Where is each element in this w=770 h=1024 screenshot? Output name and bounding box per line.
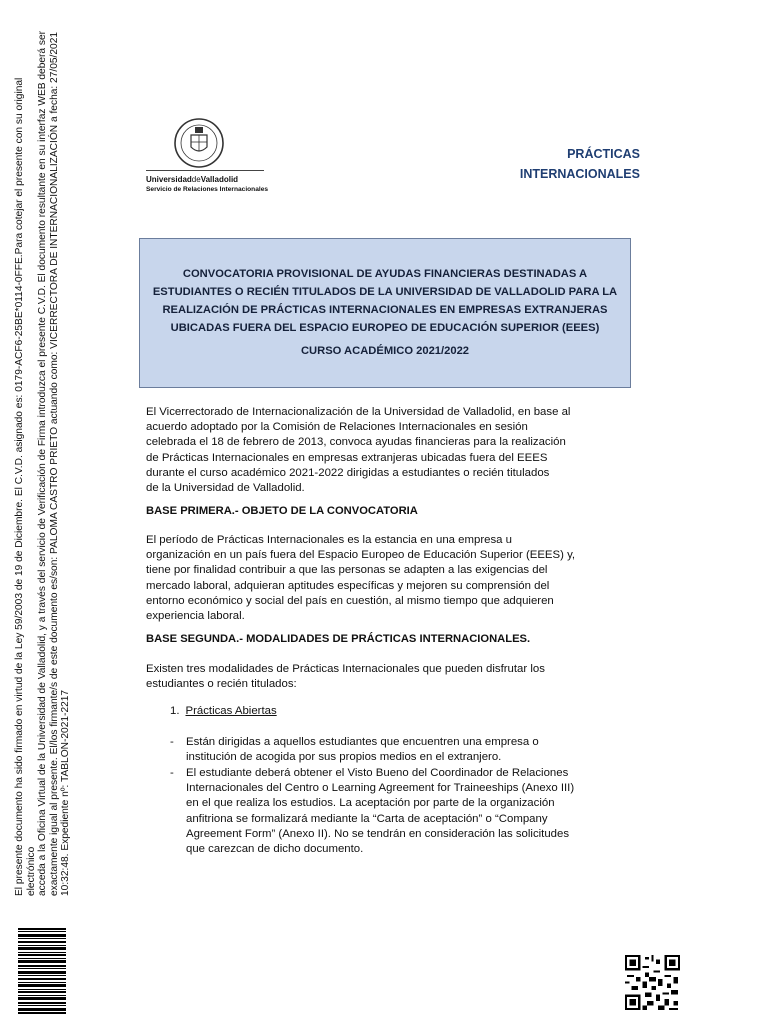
call-title-line: UBICADAS FUERA DEL ESPACIO EUROPEO DE EDUCACIÓN SUPERIOR (EEES) <box>170 322 600 334</box>
note-line: acceda a la Oficina Virtual de la Universidad de Valladolid, y a través del servicio de Verificación de Firma introduzca el presente C.V.D. El documento resultante en su interfaz WEB deberá ser <box>37 30 48 896</box>
note-line: El presente documento ha sido firmado en virtud de la Ley 59/2003 de 19 de Diciembre. El C.V.D. asignado es: 0179-ACF6-25BE*0114-0FFE.Para cotejar el presente con su original electrónico <box>14 77 37 896</box>
university-seal-icon <box>173 117 225 169</box>
intro-paragraph: El Vicerrectorado de Internacionalización de la Universidad de Valladolid, en base al acuerdo adoptado por la Comisión de Relaciones Internacionales en sesión celebrada el 18 de febrero de 2013, convoca ayudas financieras para la realización de Prácticas Internacionales en empresas extranjeras ubicadas fuera del EEES durante el curso académico 2021-2022 dirigidas a estudiantes o recién titulados de la Universidad de Valladolid. <box>146 406 571 495</box>
logo-divider <box>146 170 264 171</box>
call-title-line: ESTUDIANTES O RECIÉN TITULADOS DE LA UNIVERSIDAD DE VALLADOLID PARA LA <box>152 286 618 298</box>
section-heading: BASE SEGUNDA.- MODALIDADES DE PRÁCTICAS INTERNACIONALES. <box>146 633 531 645</box>
academic-year: CURSO ACADÉMICO 2021/2022 <box>300 345 470 357</box>
note-line: exactamente igual al presente. El/los firmante/s de este documento es/son: PALOMA CASTRO PRIETO actuando como: VICERRECTORA DE INTERNACIONALIZACIÓN a fecha: 27/05/2021 <box>48 31 60 896</box>
signature-verification-note <box>14 26 72 896</box>
call-title-box <box>139 238 631 388</box>
section-paragraph: Existen tres modalidades de Prácticas Internacionales que pueden disfrutar los estudiantes o recién titulados: <box>146 663 545 691</box>
qr-code-icon <box>625 955 680 1010</box>
note-line: 10:32:48. Expediente nº: TABLON-2021-2217 <box>60 689 71 896</box>
service-name: Servicio de Relaciones Internacionales <box>146 186 269 193</box>
document-title <box>440 144 640 184</box>
section-paragraph: El período de Prácticas Internacionales es la estancia en una empresa u organización en un país fuera del Espacio Europeo de Educación Superior (EEES) y, tiene por finalidad contribuir a que las personas se adapten a las exigencias del mercado laboral, adquieran aptitudes específicas y mejoren su comprensión del entorno económico y social del país en cuestión, al mismo tiempo que adquieren experiencia laboral. <box>146 534 576 623</box>
item-number: 1. <box>170 705 180 717</box>
call-title-line: CONVOCATORIA PROVISIONAL DE AYUDAS FINANCIERAS DESTINADAS A <box>182 268 588 280</box>
call-title-line: REALIZACIÓN DE PRÁCTICAS INTERNACIONALES EN EMPRESAS EXTRANJERAS <box>162 304 608 316</box>
list-item: - Están dirigidas a aquellos estudiantes que encuentren una empresa o institución de acogida por sus propios medios en el extranjero. <box>170 736 539 764</box>
title-line: PRÁCTICAS <box>567 147 640 161</box>
item-label: Prácticas Abiertas <box>185 705 277 717</box>
list-item: - El estudiante deberá obtener el Visto Bueno del Coordinador de Relaciones Internacionales del Centro o Learning Agreement for Traineeships (Anexo III) en el que realiza los estudios. La aceptación por parte de la organización anfitriona se formalizará mediante la “Carta de aceptación” o “Company Agreement Form” (Anexo II). No se tendrán en consideración las solicitudes que carezcan de dicho documento. <box>170 767 575 856</box>
university-name: UniversidaddeValladolid <box>146 175 239 184</box>
barcode-icon <box>18 928 66 1014</box>
title-line: INTERNACIONALES <box>519 167 640 181</box>
numbered-item <box>170 705 277 717</box>
section-heading: BASE PRIMERA.- OBJETO DE LA CONVOCATORIA <box>146 505 418 517</box>
